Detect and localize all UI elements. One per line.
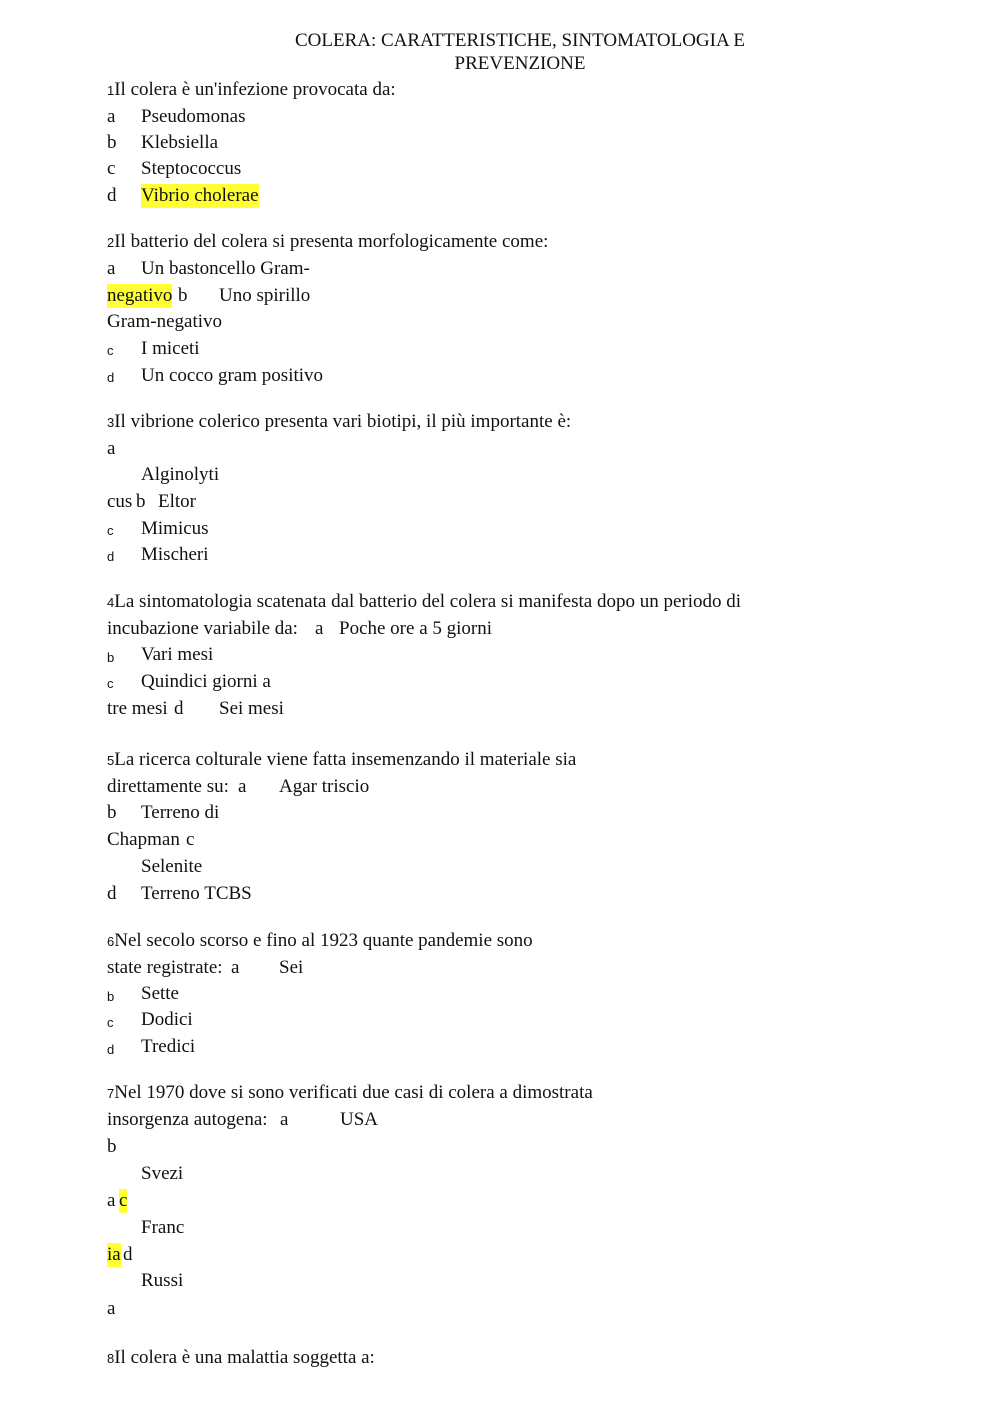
q6-option-a (279, 956, 303, 980)
q4-option-b: Vari mesi (141, 644, 214, 665)
q4-option-c: Quindici giorni a (141, 671, 271, 692)
question-3 (107, 410, 571, 435)
question-4 (107, 590, 741, 615)
q3-option-a-letter: a (107, 438, 116, 459)
q2-option-a: Un bastoncello Gram- (141, 258, 310, 279)
question-text: Il colera è una malattia soggetta a: (114, 1347, 375, 1368)
q3-option-b-letter: b (136, 491, 146, 512)
q2-option-c: I miceti (141, 338, 200, 359)
q4-option-b-letter: b (107, 650, 115, 665)
question-6-text-line-2: state registrate: (107, 957, 223, 978)
q6-option-c-letter: c (107, 1015, 114, 1030)
q2-option-b-continued: Gram-negativo (107, 311, 223, 332)
q5-option-c: Selenite (141, 856, 203, 877)
q6-option-c: Dodici (141, 1009, 193, 1030)
title-line-2: PREVENZIONE (454, 53, 586, 74)
q7-option-b-continued: a (107, 1190, 116, 1211)
q1-option-c: Steptococcus (141, 158, 242, 179)
q4-option-a-tail: i (486, 618, 493, 639)
q3-option-c-letter: c (107, 523, 114, 538)
q2-option-d: Un cocco gram positivo (141, 365, 324, 386)
q4-option-c-continued: tre mesi (107, 698, 168, 719)
question-text: Nel secolo scorso e fino al 1923 quante pandemie sono (114, 930, 533, 951)
q4-option-a (339, 617, 492, 641)
q3-option-d: Mischeri (141, 544, 209, 565)
question-text: Il colera è un'infezione provocata da: (114, 79, 396, 100)
q6-option-d: Tredici (141, 1036, 196, 1057)
document-title (200, 29, 840, 75)
question-7-text-line-2: insorgenza autogena: (107, 1109, 268, 1130)
question-number: 7 (107, 1086, 115, 1101)
question-number: 1 (107, 83, 115, 98)
question-number: 8 (107, 1351, 115, 1366)
q6-option-b: Sette (141, 983, 179, 1004)
question-text: La ricerca colturale viene fatta insemenzando il materiale sia (114, 749, 577, 770)
q5-option-d: Terreno TCBS (141, 883, 252, 904)
question-2 (107, 230, 548, 255)
q7-option-a-letter: a (280, 1109, 289, 1130)
q4-option-c-letter: c (107, 676, 114, 691)
q4-option-a-text: Poche ore a 5 giorn (339, 618, 487, 639)
q5-option-b: Terreno di (141, 802, 220, 823)
q1-option-a-letter: a (107, 106, 116, 127)
q3-option-d-letter: d (107, 549, 115, 564)
question-number: 3 (107, 415, 115, 430)
question-7 (107, 1081, 593, 1106)
q5-option-b-continued: Chapman (107, 829, 180, 850)
q2-option-b-letter: b (178, 285, 188, 306)
question-number: 6 (107, 934, 115, 949)
q2-option-a-letter: a (107, 258, 116, 279)
question-text: Il vibrione colerico presenta vari biotipi, il più importante è: (114, 411, 572, 432)
q5-option-a: Agar triscio (279, 776, 370, 797)
question-5 (107, 748, 576, 773)
q4-option-a-letter: a (315, 618, 324, 639)
q2-option-d-letter: d (107, 370, 115, 385)
q4-option-d-letter: d (174, 698, 184, 719)
question-text: Nel 1970 dove si sono verificati due casi di colera a dimostrata (114, 1082, 593, 1103)
q7-option-c-continued: ia (107, 1244, 121, 1265)
q6-option-b-letter: b (107, 989, 115, 1004)
q1-option-a: Pseudomonas (141, 106, 246, 127)
question-text: La sintomatologia scatenata dal batterio del colera si manifesta dopo un periodo di (114, 591, 742, 612)
question-4-text-line-2: incubazione variabile da: (107, 618, 298, 639)
q1-option-b-letter: b (107, 132, 117, 153)
q5-option-d-letter: d (107, 883, 117, 904)
question-8 (107, 1346, 375, 1371)
q2-option-a-continued: negativo (107, 285, 173, 306)
q7-option-d-continued: a (107, 1298, 116, 1319)
q3-option-a: Alginolyti (141, 464, 220, 485)
q7-option-c-letter: c (119, 1190, 128, 1211)
q1-option-d-highlighted: Vibrio cholerae (141, 185, 259, 206)
q2-option-c-letter: c (107, 343, 114, 358)
question-number: 2 (107, 235, 115, 250)
question-number: 4 (107, 595, 115, 610)
q5-option-c-letter: c (186, 829, 195, 850)
q2-option-b: Uno spirillo (219, 285, 311, 306)
q3-option-a-continued: cus (107, 491, 133, 512)
question-6 (107, 929, 533, 954)
question-number: 5 (107, 753, 115, 768)
q3-option-b: Eltor (158, 491, 196, 512)
q1-option-d-letter: d (107, 185, 117, 206)
q7-option-c: Franc (141, 1217, 185, 1238)
q3-option-c: Mimicus (141, 518, 209, 539)
q6-option-a-letter: a (231, 957, 240, 978)
q4-option-d: Sei mesi (219, 698, 284, 719)
q5-option-b-letter: b (107, 802, 117, 823)
q7-option-d: Russi (141, 1270, 184, 1291)
q7-option-a: USA (340, 1109, 379, 1130)
q7-option-b: Svezi (141, 1163, 184, 1184)
question-text: Il batterio del colera si presenta morfologicamente come: (114, 231, 549, 252)
q6-option-a-tail: i (298, 957, 304, 978)
question-1 (107, 78, 396, 103)
q7-option-b-letter: b (107, 1136, 117, 1157)
q7-option-d-letter: d (123, 1244, 133, 1265)
q5-option-a-letter: a (238, 776, 247, 797)
q1-option-c-letter: c (107, 158, 116, 179)
q6-option-a-text: Se (279, 957, 298, 978)
title-line-1: COLERA: CARATTERISTICHE, SINTOMATOLOGIA E (294, 30, 746, 51)
q6-option-d-letter: d (107, 1042, 115, 1057)
q1-option-b: Klebsiella (141, 132, 219, 153)
question-5-text-line-2: direttamente su: (107, 776, 229, 797)
